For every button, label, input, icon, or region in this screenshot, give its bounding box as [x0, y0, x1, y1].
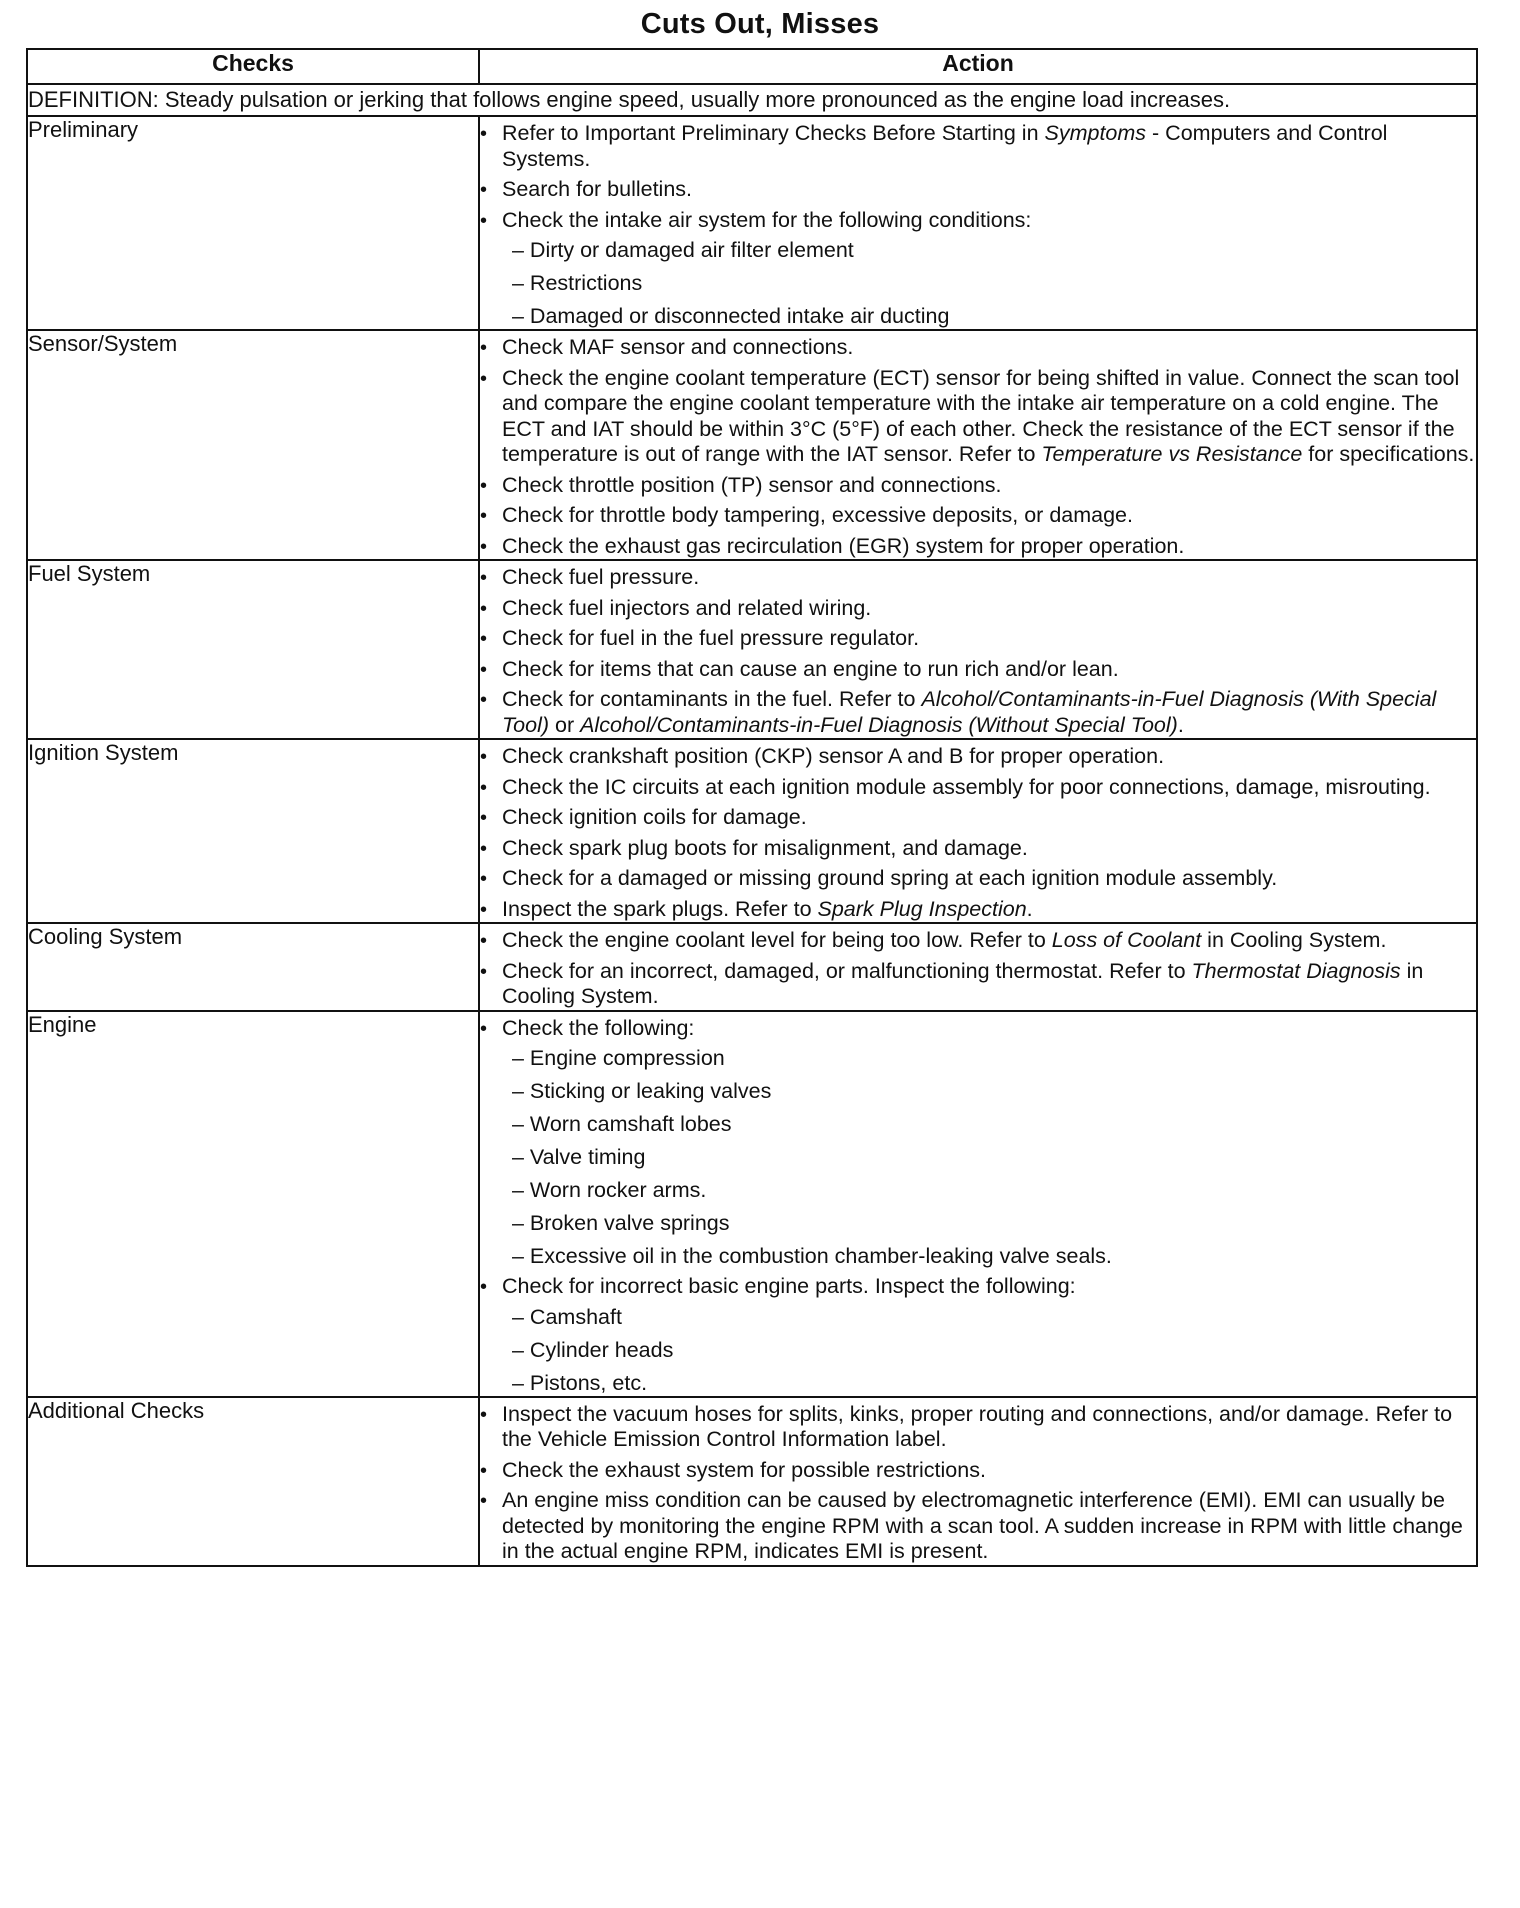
- table-row: [27, 560, 1477, 739]
- table-row: [27, 923, 1477, 1011]
- action-list: [480, 1016, 1476, 1396]
- action-text: [502, 805, 1476, 831]
- text-run: Check the intake air system for the following conditions:: [502, 207, 1032, 232]
- text-run: Search for bulletins.: [502, 177, 693, 201]
- sub-item-list: [502, 237, 1476, 329]
- text-run: Check for a damaged or missing ground spring at each ignition module assembly.: [502, 866, 1278, 890]
- text-run: Check the exhaust gas recirculation (EGR) system for proper operation.: [502, 533, 1185, 558]
- reference-title: Symptoms: [1044, 121, 1147, 145]
- text-run: Check for an incorrect, damaged, or malfunctioning thermostat. Refer to: [502, 958, 1192, 983]
- text-run: Check the following:: [502, 1015, 695, 1040]
- check-category: Ignition System: [27, 739, 479, 923]
- bullet-icon: •: [480, 837, 488, 860]
- action-list: [480, 335, 1476, 559]
- action-text: [502, 503, 1476, 529]
- check-category: Preliminary: [27, 116, 479, 330]
- text-run: Check fuel injectors and related wiring.: [502, 595, 872, 620]
- sub-item: – Broken valve springs: [512, 1211, 730, 1235]
- bullet-icon: •: [480, 689, 488, 711]
- table-body: [27, 84, 1477, 1566]
- check-category: Engine: [27, 1011, 479, 1397]
- sub-item: – Cylinder heads: [512, 1337, 674, 1362]
- action-item: [480, 1016, 1476, 1270]
- table-row: [27, 330, 1477, 560]
- action-item: [480, 473, 1476, 499]
- action-text: [502, 366, 1476, 468]
- action-item: [480, 928, 1476, 954]
- action-text: [502, 473, 1476, 499]
- action-text: [502, 897, 1476, 923]
- action-cell: [479, 1011, 1477, 1397]
- action-item: [480, 366, 1476, 468]
- bullet-icon: •: [480, 628, 488, 650]
- text-run: Check spark plug boots for misalignment, and damage.: [502, 835, 1028, 860]
- table-row: [27, 739, 1477, 923]
- sub-item: – Excessive oil in the combustion chamber-leaking valve seals.: [512, 1244, 1112, 1268]
- sub-item: – Worn rocker arms.: [512, 1178, 707, 1202]
- bullet-icon: •: [480, 367, 488, 390]
- sub-item-list: [502, 1304, 1476, 1396]
- action-item: [480, 775, 1476, 801]
- action-text: [502, 177, 1476, 203]
- action-item: [480, 565, 1476, 591]
- action-list: [480, 744, 1476, 922]
- action-item: [480, 744, 1476, 770]
- text-run: or: [549, 712, 581, 737]
- action-item: [480, 1402, 1476, 1453]
- text-run: Check the IC circuits at each ignition module assembly for poor connections, damage, misrouting.: [502, 774, 1431, 799]
- reference-title: Spark Plug Inspection: [817, 896, 1027, 921]
- action-text: [502, 775, 1476, 801]
- bullet-icon: •: [480, 597, 488, 620]
- text-run: in Cooling System.: [502, 958, 1424, 1008]
- reference-title: Temperature vs Resistance: [1041, 442, 1303, 466]
- action-item: [480, 1458, 1476, 1484]
- action-text: [502, 687, 1476, 738]
- reference-title: Loss of Coolant: [1051, 928, 1202, 952]
- action-cell: [479, 923, 1477, 1011]
- sub-item: – Engine compression: [512, 1046, 725, 1070]
- bullet-icon: •: [480, 868, 488, 890]
- text-run: in Cooling System.: [1201, 928, 1387, 952]
- text-run: Check the engine coolant level for being too low. Refer to: [502, 928, 1052, 952]
- action-text: [502, 1402, 1476, 1453]
- action-item: [480, 866, 1476, 892]
- text-run: Check crankshaft position (CKP) sensor A and B for proper operation.: [502, 744, 1165, 768]
- bullet-icon: •: [480, 898, 488, 921]
- action-cell: [479, 739, 1477, 923]
- action-item: [480, 596, 1476, 622]
- column-header-action: Action: [479, 49, 1477, 84]
- bullet-icon: •: [480, 776, 488, 799]
- bullet-icon: •: [480, 807, 488, 829]
- action-item: [480, 503, 1476, 529]
- reference-title: Alcohol/Contaminants-in-Fuel Diagnosis (With Special Tool): [502, 687, 1437, 737]
- bullet-icon: •: [480, 1490, 488, 1512]
- action-list: [480, 928, 1476, 1010]
- table-row: [27, 116, 1477, 330]
- diagnostic-table: [26, 48, 1478, 1567]
- definition-row: [27, 84, 1477, 116]
- action-list: [480, 1402, 1476, 1565]
- text-run: .: [1177, 712, 1184, 737]
- action-text: [502, 657, 1476, 683]
- text-run: Check fuel pressure.: [502, 565, 700, 589]
- action-text: [502, 959, 1476, 1010]
- action-text: [502, 866, 1476, 892]
- text-run: Check for contaminants in the fuel. Refer to: [502, 687, 922, 711]
- action-text: [502, 121, 1476, 172]
- text-run: Inspect the vacuum hoses for splits, kinks, proper routing and connections, and/or damage. Refer to the Vehicle Emission Control Information label.: [502, 1401, 1453, 1451]
- sub-item: – Camshaft: [512, 1304, 622, 1329]
- text-run: Check the engine coolant temperature (ECT) sensor for being shifted in value. Connect the scan tool and compare the engine coolant temperature with the intake air temperature on a cold engine. The ECT and IAT should be within 3°C (5°F) of each other. Check the resistance of the ECT sensor if the temperature is out of range with the IAT sensor. Refer to: [502, 365, 1460, 466]
- action-list: [480, 121, 1476, 329]
- action-text: [502, 1016, 1476, 1042]
- action-text: [502, 596, 1476, 622]
- action-item: [480, 335, 1476, 361]
- bullet-icon: •: [480, 179, 488, 201]
- sub-item-list: [502, 1045, 1476, 1269]
- action-cell: [479, 330, 1477, 560]
- text-run: Check throttle position (TP) sensor and connections.: [502, 472, 1002, 497]
- table-header-row: [27, 49, 1477, 84]
- text-run: Check for throttle body tampering, excessive deposits, or damage.: [502, 503, 1133, 527]
- text-run: Refer to Important Preliminary Checks Before Starting in: [502, 121, 1045, 145]
- text-run: Check for items that can cause an engine to run rich and/or lean.: [502, 656, 1119, 681]
- sub-item: – Dirty or damaged air filter element: [512, 238, 854, 262]
- check-category: Sensor/System: [27, 330, 479, 560]
- action-item: [480, 805, 1476, 831]
- reference-title: Thermostat Diagnosis: [1191, 958, 1401, 983]
- action-text: [502, 335, 1476, 361]
- text-run: Check for incorrect basic engine parts. Inspect the following:: [502, 1274, 1076, 1298]
- action-item: [480, 121, 1476, 172]
- column-header-checks: Checks: [27, 49, 479, 84]
- action-text: [502, 534, 1476, 560]
- text-run: Check ignition coils for damage.: [502, 805, 807, 829]
- sub-item: – Damaged or disconnected intake air ducting: [512, 304, 950, 328]
- definition-text: DEFINITION: Steady pulsation or jerking that follows engine speed, usually more pronounced as the engine load increases.: [27, 84, 1477, 116]
- text-run: Check for fuel in the fuel pressure regulator.: [502, 626, 920, 650]
- reference-title: Alcohol/Contaminants-in-Fuel Diagnosis (Without Special Tool): [580, 712, 1178, 737]
- bullet-icon: •: [480, 1403, 488, 1426]
- bullet-icon: •: [480, 1459, 488, 1482]
- action-item: [480, 534, 1476, 560]
- action-item: [480, 1274, 1476, 1396]
- bullet-icon: •: [480, 567, 488, 589]
- action-item: [480, 897, 1476, 923]
- action-text: [502, 1488, 1476, 1565]
- bullet-icon: •: [480, 474, 488, 497]
- action-item: [480, 177, 1476, 203]
- action-text: [502, 1274, 1476, 1300]
- text-run: .: [1026, 896, 1033, 921]
- text-run: Inspect the spark plugs. Refer to: [502, 896, 818, 921]
- action-list: [480, 565, 1476, 738]
- check-category: Cooling System: [27, 923, 479, 1011]
- text-run: An engine miss condition can be caused by electromagnetic interference (EMI). EMI can usually be detected by monitoring the engine RPM with a scan tool. A sudden increase in RPM with little change in the actual engine RPM, indicates EMI is present.: [502, 1488, 1463, 1563]
- action-item: [480, 1488, 1476, 1565]
- action-cell: [479, 116, 1477, 330]
- action-text: [502, 744, 1476, 770]
- action-text: [502, 626, 1476, 652]
- action-text: [502, 928, 1476, 954]
- action-text: [502, 565, 1476, 591]
- action-cell: [479, 560, 1477, 739]
- bullet-icon: •: [480, 123, 488, 145]
- action-item: [480, 959, 1476, 1010]
- action-item: [480, 657, 1476, 683]
- sub-item: – Pistons, etc.: [512, 1370, 648, 1395]
- bullet-icon: •: [480, 1017, 488, 1040]
- page-title: Cuts Out, Misses: [640, 8, 880, 40]
- table-row: [27, 1011, 1477, 1397]
- text-run: for specifications.: [1302, 442, 1475, 466]
- action-item: [480, 836, 1476, 862]
- table-row: [27, 1397, 1477, 1566]
- bullet-icon: •: [480, 658, 488, 681]
- bullet-icon: •: [480, 209, 488, 232]
- action-item: [480, 687, 1476, 738]
- bullet-icon: •: [480, 337, 488, 359]
- check-category: Additional Checks: [27, 1397, 479, 1566]
- bullet-icon: •: [480, 746, 488, 768]
- text-run: Check MAF sensor and connections.: [502, 335, 854, 359]
- bullet-icon: •: [480, 930, 488, 952]
- check-category: Fuel System: [27, 560, 479, 739]
- text-run: - Computers and Control Systems.: [502, 121, 1388, 171]
- action-item: [480, 208, 1476, 330]
- sub-item: – Valve timing: [512, 1145, 646, 1169]
- bullet-icon: •: [480, 505, 488, 527]
- action-text: [502, 836, 1476, 862]
- sub-item: – Restrictions: [512, 271, 643, 295]
- action-cell: [479, 1397, 1477, 1566]
- bullet-icon: •: [480, 535, 488, 558]
- text-run: Check the exhaust system for possible restrictions.: [502, 1457, 986, 1482]
- sub-item: – Worn camshaft lobes: [512, 1112, 732, 1136]
- bullet-icon: •: [480, 1276, 488, 1298]
- action-text: [502, 208, 1476, 234]
- sub-item: – Sticking or leaking valves: [512, 1079, 772, 1103]
- action-item: [480, 626, 1476, 652]
- bullet-icon: •: [480, 960, 488, 983]
- action-text: [502, 1458, 1476, 1484]
